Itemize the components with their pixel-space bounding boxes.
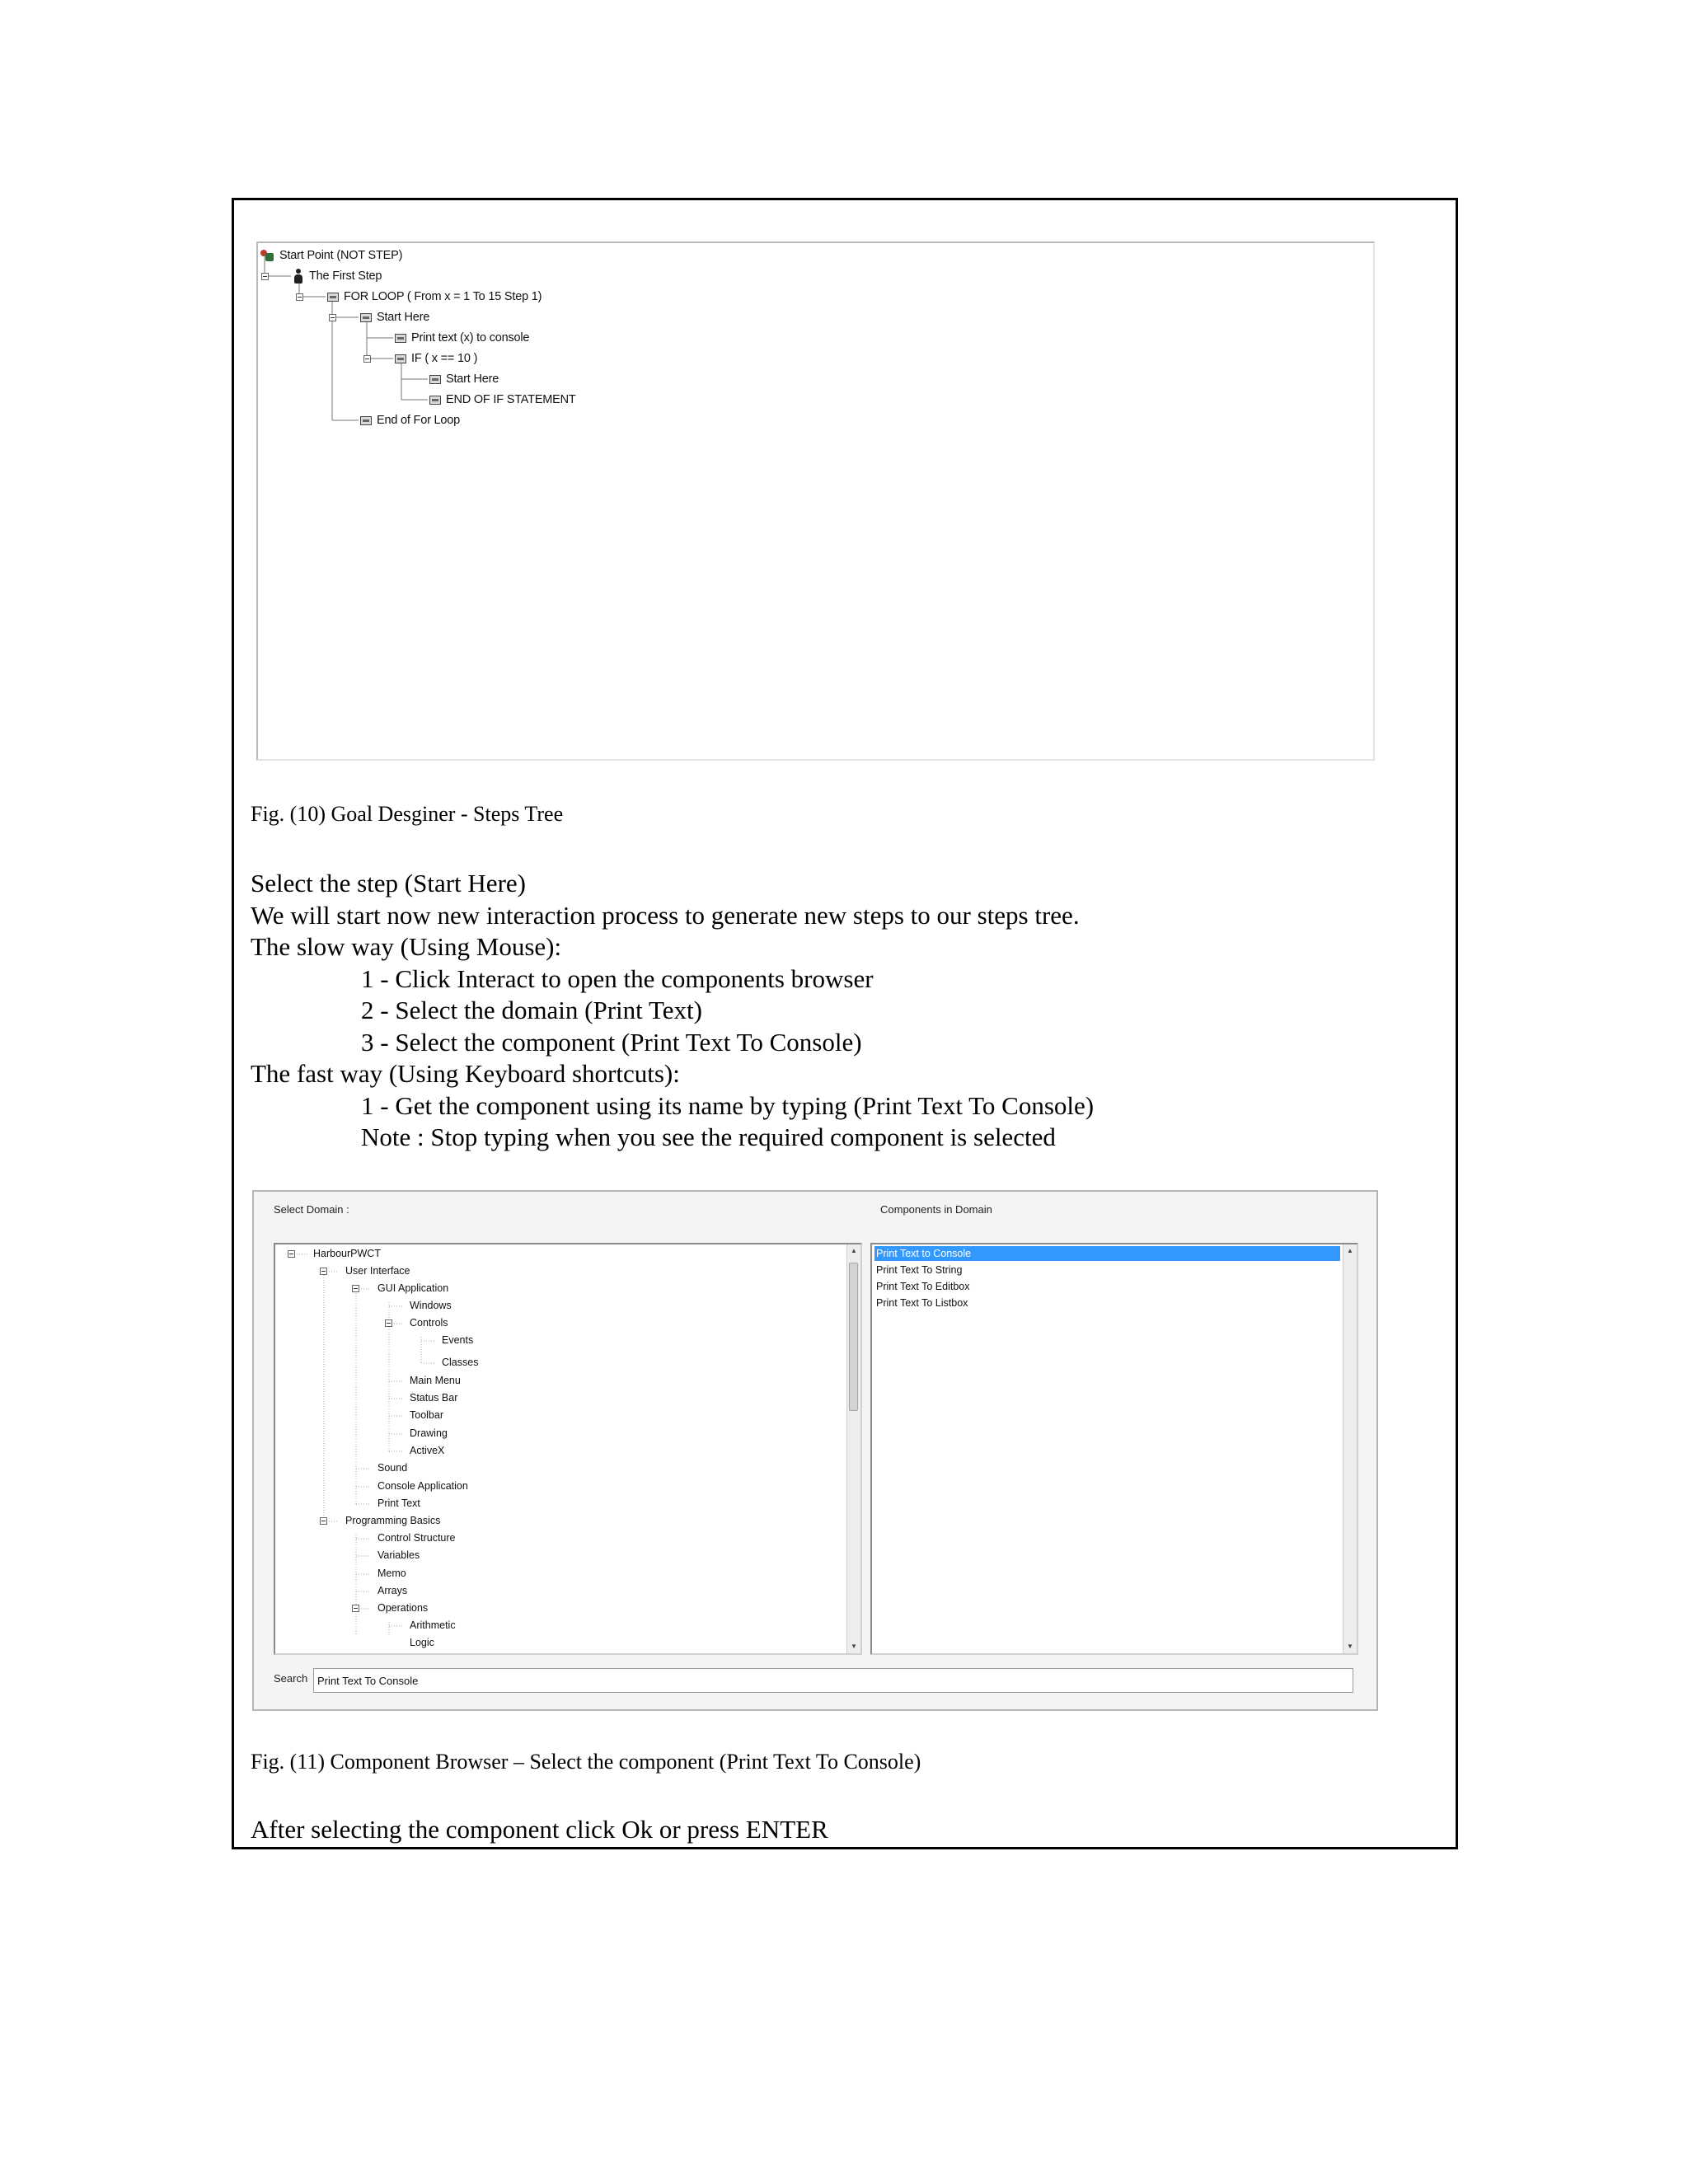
tree-node-end-for[interactable] [360,411,460,429]
domain-tree-item[interactable]: GUI Application [377,1282,449,1294]
instruction-line: 1 - Get the component using its name by typing (Print Text To Console) [361,1090,1095,1120]
domain-tree-item[interactable]: Control Structure [377,1532,456,1544]
domain-tree-item[interactable]: Memo [377,1568,406,1579]
domain-tree-item[interactable]: Main Menu [410,1375,461,1386]
domain-tree-item[interactable]: Status Bar [410,1392,458,1404]
domain-tree-item[interactable]: Variables [377,1549,420,1561]
tree-node-label: Start Point (NOT STEP) [279,249,403,262]
scroll-down-icon[interactable]: ▼ [1347,1643,1353,1650]
scroll-up-icon[interactable]: ▲ [1347,1247,1353,1254]
step-icon [429,396,441,405]
tree-node-label: END OF IF STATEMENT [446,393,576,406]
collapse-toggle-icon[interactable] [320,1517,327,1525]
domain-tree-item[interactable]: HarbourPWCT [313,1248,381,1259]
tree-node-label: The First Step [309,269,382,283]
figure-11-caption: Fig. (11) Component Browser – Select the component (Print Text To Console) [251,1750,921,1774]
instruction-text [251,868,1094,1154]
instruction-line: 1 - Click Interact to open the components browser [361,963,874,993]
component-item[interactable]: Print Text To Listbox [876,1297,968,1309]
step-icon [395,334,406,343]
instruction-line: 2 - Select the domain (Print Text) [361,996,702,1024]
tree-node-start-here[interactable] [360,308,429,326]
domain-tree-item[interactable]: User Interface [345,1265,410,1277]
scroll-down-icon[interactable]: ▼ [851,1643,857,1650]
tree-node-first-step[interactable] [293,267,382,285]
instruction-line: We will start now new interaction process to generate new steps to our steps tree. [251,900,1080,930]
domain-tree-item[interactable]: ActiveX [410,1445,445,1456]
step-icon [360,313,372,322]
components-in-domain-label: Components in Domain [880,1203,992,1216]
component-item-selected[interactable]: Print Text to Console [874,1246,1340,1261]
tree-node-label: IF ( x == 10 ) [411,352,478,365]
search-input[interactable] [313,1668,1353,1693]
domain-tree-item[interactable]: Sound [377,1462,408,1474]
tree-node-label: End of For Loop [377,414,460,427]
tree-node-if[interactable] [395,349,477,368]
scroll-up-icon[interactable]: ▲ [851,1247,857,1254]
tree-node-label: FOR LOOP ( From x = 1 To 15 Step 1) [344,290,542,303]
domain-scrollbar[interactable] [846,1244,860,1653]
domain-tree-item[interactable]: Events [442,1334,474,1346]
collapse-toggle-icon[interactable] [352,1285,359,1292]
domain-tree-item[interactable]: Controls [410,1317,448,1329]
tree-node-print-text[interactable] [395,329,529,347]
domain-tree-item[interactable]: Drawing [410,1427,448,1439]
instruction-line: The slow way (Using Mouse): [251,932,562,961]
step-icon [429,375,441,384]
domain-tree-item[interactable]: Windows [410,1300,452,1311]
domain-tree-item[interactable]: Programming Basics [345,1515,441,1526]
domain-tree-item[interactable]: Operations [377,1602,429,1614]
tree-node-if-start-here[interactable] [429,370,499,388]
select-domain-label: Select Domain : [274,1203,349,1216]
page-frame [232,198,1458,1849]
collapse-toggle-icon[interactable] [320,1268,327,1275]
figure-10-caption: Fig. (10) Goal Desginer - Steps Tree [251,802,564,826]
domain-tree-item[interactable]: Toolbar [410,1409,443,1421]
instruction-line: The fast way (Using Keyboard shortcuts): [251,1059,680,1088]
person-icon [293,269,304,284]
collapse-toggle-icon[interactable] [385,1319,392,1327]
instruction-line: Select the step (Start Here) [251,869,526,898]
tree-node-start-point[interactable] [260,246,402,265]
closing-text: After selecting the component click Ok or press ENTER [251,1815,828,1844]
step-icon [360,416,372,425]
tree-node-end-if[interactable] [429,391,576,409]
domain-tree-item[interactable]: Arithmetic [410,1619,456,1631]
collapse-toggle-icon[interactable] [288,1250,295,1258]
collapse-toggle-icon[interactable] [363,355,371,363]
collapse-toggle-icon[interactable] [261,273,269,280]
domain-tree[interactable] [274,1243,862,1655]
steps-tree-panel[interactable] [256,241,1375,761]
scroll-thumb[interactable] [849,1263,858,1411]
tree-node-for-loop[interactable] [327,288,542,306]
component-item[interactable]: Print Text To String [876,1264,963,1276]
instruction-line: Note : Stop typing when you see the required component is selected [361,1122,1056,1151]
instruction-line: 3 - Select the component (Print Text To Console) [361,1027,862,1057]
component-browser [252,1190,1378,1711]
components-scrollbar[interactable] [1343,1244,1357,1653]
collapse-toggle-icon[interactable] [329,314,336,321]
domain-tree-lines [275,1244,847,1653]
step-icon [395,354,406,363]
step-icon [327,293,339,302]
tree-node-label: Start Here [446,373,499,386]
components-list[interactable] [870,1243,1358,1655]
domain-tree-item[interactable]: Classes [442,1357,479,1368]
start-point-icon [260,249,274,262]
component-item[interactable]: Print Text To Editbox [876,1281,970,1292]
domain-tree-item[interactable]: Console Application [377,1480,468,1492]
tree-node-label: Print text (x) to console [411,331,530,344]
tree-node-label: Start Here [377,311,430,324]
collapse-toggle-icon[interactable] [352,1605,359,1612]
domain-tree-item[interactable]: Arrays [377,1585,408,1596]
search-label: Search [274,1672,308,1685]
domain-tree-item[interactable]: Logic [410,1637,434,1648]
collapse-toggle-icon[interactable] [296,293,303,301]
domain-tree-item[interactable]: Print Text [377,1497,420,1509]
